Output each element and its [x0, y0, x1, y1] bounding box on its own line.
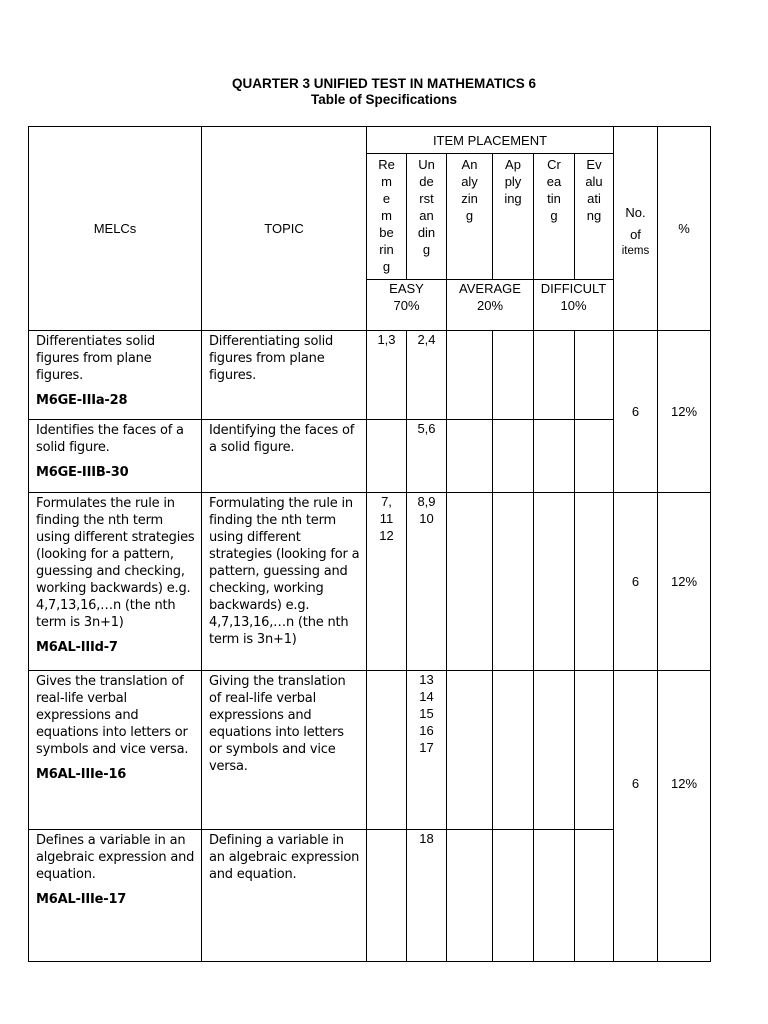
evaluating-cell: [575, 493, 614, 671]
understanding-cell: [407, 671, 447, 830]
header-row-1: [29, 127, 711, 154]
level-header-fragment: An: [461, 157, 478, 172]
item-number: 2,4: [417, 332, 436, 347]
melc-cell: Identifies the faces of a solid figure. M6GE-IIIB-30: [29, 420, 202, 493]
document-subtitle: Table of Specifications: [310, 92, 458, 107]
understanding-cell: [407, 420, 447, 493]
evaluating-cell: [575, 420, 614, 493]
understanding-cell: [407, 331, 447, 420]
item-number: 14: [419, 689, 434, 704]
topic-cell: Giving the translation of real-life verbal expressions and equations into letters or symbols and vice versa.: [202, 671, 367, 830]
level-evaluating: [575, 154, 614, 280]
total-items-cell: 6: [614, 331, 658, 493]
item-number: 7,: [381, 494, 392, 509]
remembering-cell: [367, 331, 407, 420]
level-header-fragment: g: [465, 208, 474, 223]
creating-cell: [534, 493, 575, 671]
item-number: 5,6: [417, 421, 436, 436]
remembering-cell: [367, 420, 407, 493]
level-header-fragment: din: [417, 225, 436, 240]
item-number: 8,9: [417, 494, 436, 509]
level-header-fragment: Un: [418, 157, 435, 172]
level-header-fragment: tin: [547, 191, 561, 206]
total-percent-cell: 12%: [658, 331, 711, 493]
total-percent-cell: 12%: [658, 671, 711, 962]
remembering-cell: [367, 493, 407, 671]
level-header-fragment: be: [379, 225, 394, 240]
item-number: 10: [419, 511, 434, 526]
item-number: 1,3: [377, 332, 396, 347]
level-header-fragment: alu: [585, 174, 603, 189]
applying-cell: [493, 493, 534, 671]
level-header-fragment: g: [550, 208, 558, 223]
melc-cell: Formulates the rule in finding the nth term using different strategies (looking for a pattern, guessing and checking, working backwards) e.g. 4,7,13,16,…n (the nth term is 3n+1) M6AL-IIId-7: [29, 493, 202, 671]
level-header-fragment: e: [382, 191, 391, 206]
applying-cell: [493, 331, 534, 420]
remembering-cell: [367, 830, 407, 962]
level-header-fragment: Ev: [586, 157, 602, 172]
analyzing-cell: [447, 830, 493, 962]
level-analyzing: [447, 154, 493, 280]
evaluating-cell: [575, 671, 614, 830]
level-header-fragment: ng: [586, 208, 602, 223]
level-header-fragment: Cr: [547, 157, 561, 172]
total-items-cell: 6: [614, 493, 658, 671]
level-header-fragment: ea: [546, 174, 562, 189]
evaluating-cell: [575, 830, 614, 962]
creating-cell: [534, 420, 575, 493]
topic-cell: Identifying the faces of a solid figure.: [202, 420, 367, 493]
level-header-fragment: ing: [504, 191, 522, 206]
header-no-of-items: No. of items: [614, 127, 658, 331]
item-number: 15: [419, 706, 434, 721]
melc-cell: Defines a variable in an algebraic expression and equation. M6AL-IIIe-17: [29, 830, 202, 962]
melc-cell: Differentiates solid figures from plane figures. M6GE-IIIa-28: [29, 331, 202, 420]
creating-cell: [534, 671, 575, 830]
total-percent-cell: 12%: [658, 493, 711, 671]
level-header-fragment: ply: [504, 174, 522, 189]
level-header-fragment: g: [382, 259, 391, 274]
applying-cell: [493, 420, 534, 493]
document-title: QUARTER 3 UNIFIED TEST IN MATHEMATICS 6: [231, 76, 536, 91]
document-title-block: [0, 76, 768, 108]
table-row: [29, 830, 711, 962]
analyzing-cell: [447, 420, 493, 493]
level-creating: [534, 154, 575, 280]
table-row: [29, 493, 711, 671]
specifications-table: [28, 126, 711, 962]
level-header-fragment: m: [381, 208, 392, 223]
table-row: [29, 671, 711, 830]
analyzing-cell: [447, 493, 493, 671]
level-remembering: [367, 154, 407, 280]
level-header-fragment: m: [381, 174, 392, 189]
evaluating-cell: [575, 331, 614, 420]
item-number: 13: [419, 672, 434, 687]
topic-cell: Formulating the rule in finding the nth term using different strategies (looking for a pattern, guessing and checking, working backwards) e.g. 4,7,13,16,…n (the nth term is 3n+1): [202, 493, 367, 671]
item-number: 11: [379, 511, 394, 526]
topic-cell: Differentiating solid figures from plane figures.: [202, 331, 367, 420]
understanding-cell: [407, 830, 447, 962]
analyzing-cell: [447, 331, 493, 420]
item-number: 12: [379, 528, 394, 543]
item-number: 16: [419, 723, 434, 738]
level-header-fragment: aly: [461, 174, 478, 189]
creating-cell: [534, 830, 575, 962]
group-easy: EASY 70%: [367, 280, 447, 331]
level-header-fragment: Ap: [505, 157, 521, 172]
level-applying: [493, 154, 534, 280]
item-number: 17: [419, 740, 434, 755]
table-row: [29, 331, 711, 420]
group-average: AVERAGE 20%: [447, 280, 534, 331]
level-header-fragment: Re: [378, 157, 395, 172]
analyzing-cell: [447, 671, 493, 830]
level-header-fragment: g: [422, 242, 431, 257]
understanding-cell: [407, 493, 447, 671]
header-topic: TOPIC: [202, 127, 367, 331]
level-header-fragment: rin: [379, 242, 394, 257]
level-header-fragment: an: [419, 208, 434, 223]
table-row: [29, 420, 711, 493]
total-items-cell: 6: [614, 671, 658, 962]
level-header-fragment: de: [419, 174, 434, 189]
level-header-fragment: rst: [419, 191, 434, 206]
item-number: 18: [419, 831, 434, 846]
level-understanding: [407, 154, 447, 280]
header-melcs: MELCs: [29, 127, 202, 331]
header-percent: %: [658, 127, 711, 331]
creating-cell: [534, 331, 575, 420]
melc-cell: Gives the translation of real-life verbal expressions and equations into letters or symbols and vice versa. M6AL-IIIe-16: [29, 671, 202, 830]
remembering-cell: [367, 671, 407, 830]
topic-cell: Defining a variable in an algebraic expression and equation.: [202, 830, 367, 962]
applying-cell: [493, 830, 534, 962]
group-difficult: DIFFICULT 10%: [534, 280, 614, 331]
header-item-placement: ITEM PLACEMENT: [367, 127, 614, 154]
level-header-fragment: zin: [461, 191, 478, 206]
level-header-fragment: ati: [587, 191, 601, 206]
applying-cell: [493, 671, 534, 830]
